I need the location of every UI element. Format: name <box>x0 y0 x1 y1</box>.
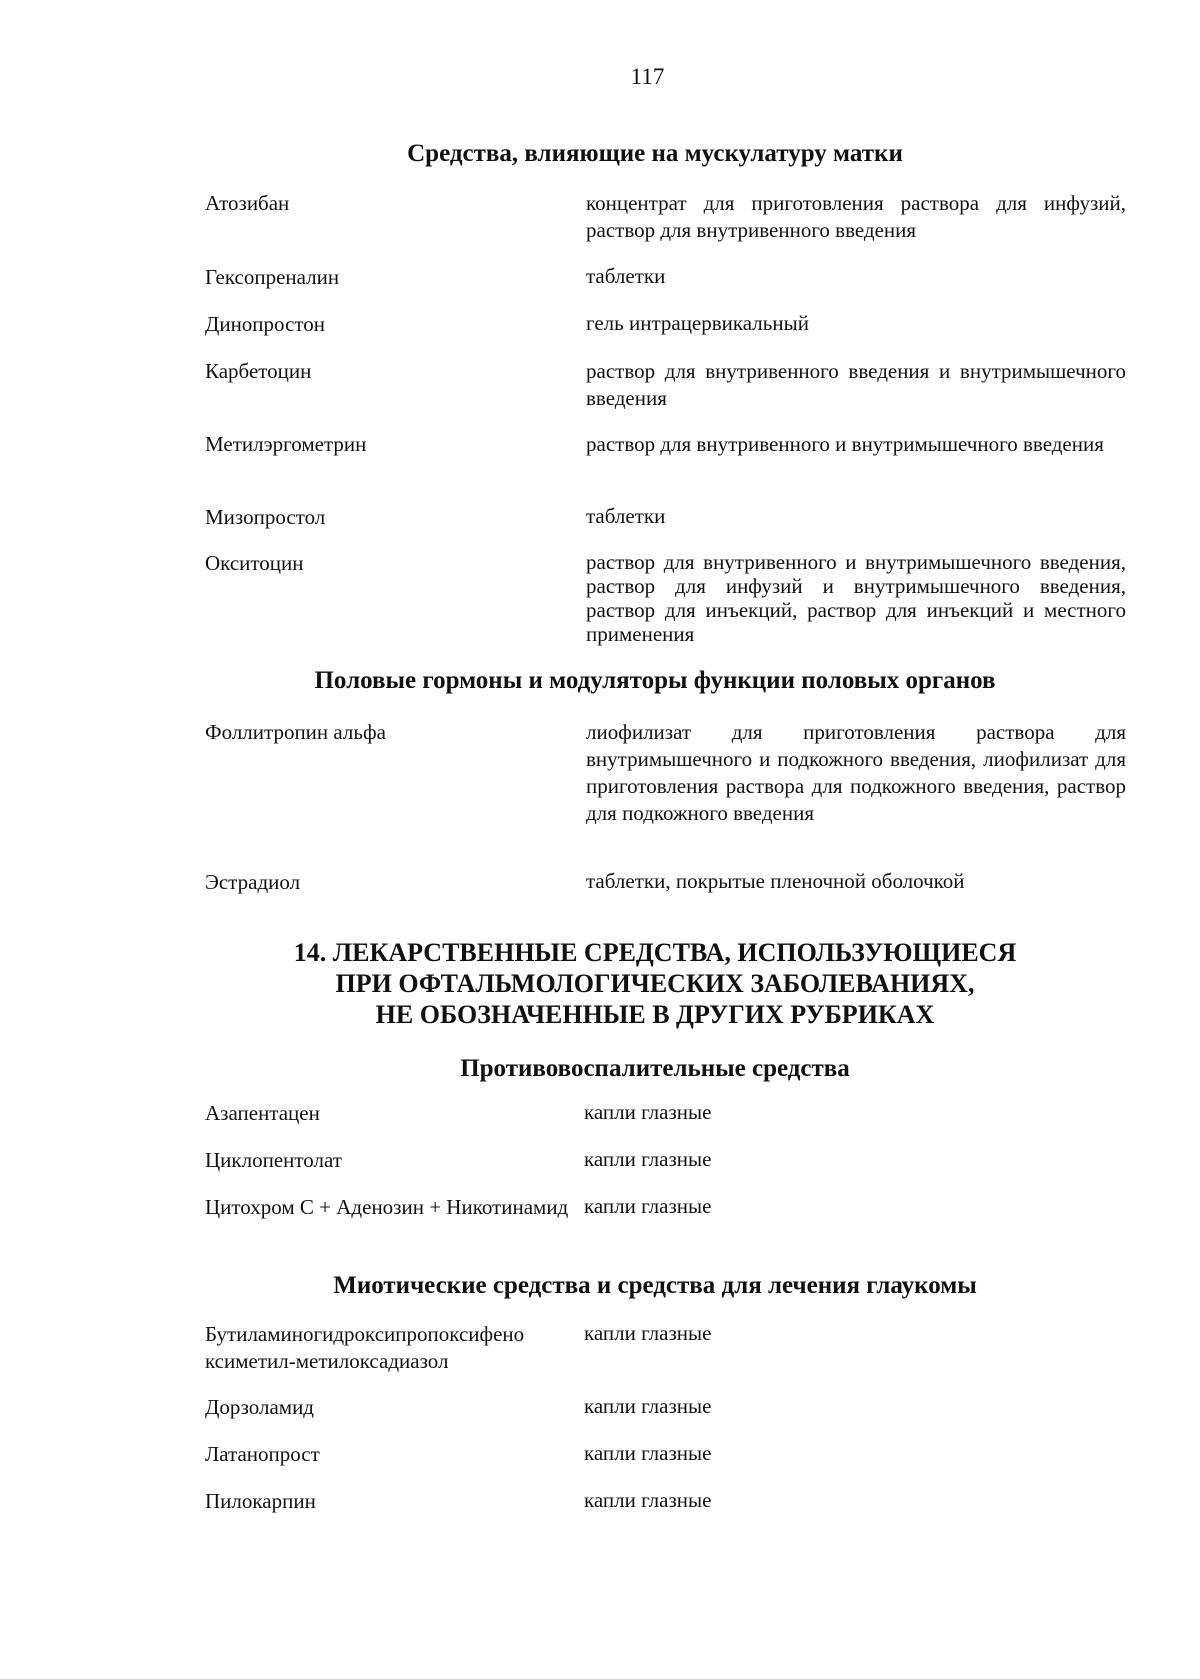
drug-name: Цитохром С + Аденозин + Никотинамид <box>205 1195 569 1219</box>
section-heading-sex-hormones: Половые гормоны и модуляторы функции половых органов <box>314 667 996 694</box>
drug-name: Латанопрост <box>205 1442 320 1466</box>
drug-name: Динопростон <box>205 312 326 336</box>
drug-name: Окситоцин <box>205 551 304 575</box>
drug-name: Атозибан <box>205 191 290 215</box>
page-number: 117 <box>630 64 665 89</box>
drug-name: Метилэргометрин <box>205 432 367 456</box>
chapter-heading-line-1: 14. ЛЕКАРСТВЕННЫЕ СРЕДСТВА, ИСПОЛЬЗУЮЩИЕСЯ <box>293 938 1017 967</box>
drug-form: таблетки <box>586 264 666 288</box>
section-heading-glaucoma: Миотические средства и средства для лечения глаукомы <box>333 1272 977 1299</box>
drug-name <box>205 1321 585 1375</box>
drug-form: лиофилизат для приготовления раствора для внутримышечного и подкожного введения, лиофилизат для приготовления раствора для подкожного введения, раствор для подкожного введения <box>586 720 1126 825</box>
drug-form: капли глазные <box>584 1194 712 1218</box>
drug-name: Карбетоцин <box>205 359 312 383</box>
drug-name-line: ксиметил-метилоксадиазол <box>205 1349 449 1373</box>
drug-name: Азапентацен <box>205 1101 320 1125</box>
chapter-heading-line-3: НЕ ОБОЗНАЧЕННЫЕ В ДРУГИХ РУБРИКАХ <box>375 1000 935 1029</box>
drug-name: Эстрадиол <box>205 870 301 894</box>
section-heading-uterus: Средства, влияющие на мускулатуру матки <box>407 140 903 167</box>
drug-name: Пилокарпин <box>205 1489 316 1513</box>
drug-form: раствор для внутривенного и внутримышечного введения <box>586 432 1104 456</box>
drug-form: капли глазные <box>584 1488 712 1512</box>
drug-form: таблетки <box>586 504 666 528</box>
drug-name: Фоллитропин альфа <box>205 720 386 744</box>
drug-form: капли глазные <box>584 1147 712 1171</box>
drug-form: капли глазные <box>584 1321 712 1345</box>
drug-form: раствор для внутривенного введения и внутримышечного введения <box>586 359 1126 410</box>
drug-name: Циклопентолат <box>205 1148 342 1172</box>
drug-form: концентрат для приготовления раствора для инфузий, раствор для внутривенного введения <box>586 191 1126 242</box>
drug-form: таблетки, покрытые пленочной оболочкой <box>586 869 965 893</box>
drug-form: капли глазные <box>584 1441 712 1465</box>
drug-name: Мизопростол <box>205 505 326 529</box>
section-heading-anti-inflammatory: Противовоспалительные средства <box>460 1055 850 1082</box>
chapter-heading-line-2: ПРИ ОФТАЛЬМОЛОГИЧЕСКИХ ЗАБОЛЕВАНИЯХ, <box>335 969 975 998</box>
drug-form: капли глазные <box>584 1394 712 1418</box>
drug-form: гель интрацервикальный <box>586 311 809 335</box>
drug-name: Гексопреналин <box>205 265 340 289</box>
drug-name: Дорзоламид <box>205 1395 314 1419</box>
drug-name-line: Бутиламиногидроксипропоксифено <box>205 1322 525 1346</box>
drug-form: раствор для внутривенного и внутримышечного введения, раствор для инфузий и внутримышечного введения, раствор для инъекций, раствор для инъекций и местного применения <box>586 550 1126 646</box>
drug-form: капли глазные <box>584 1100 712 1124</box>
